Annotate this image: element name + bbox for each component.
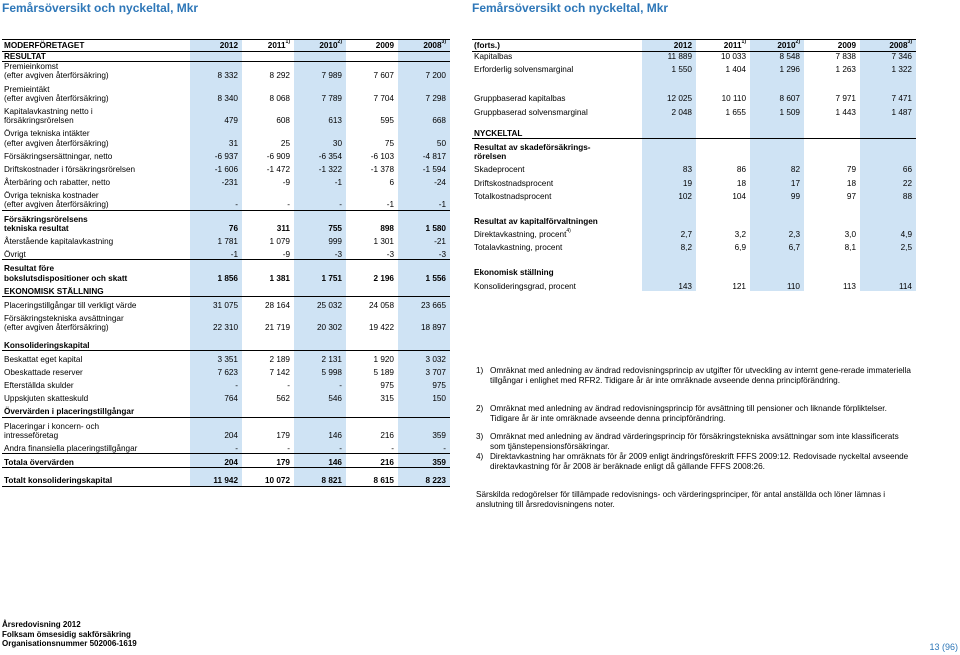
value-cell: 5 189: [373, 367, 394, 377]
row-label: Uppskjuten skatteskuld: [4, 394, 89, 404]
value-cell: -: [242, 191, 294, 210]
row-label: Erforderlig solvensmarginal: [474, 65, 574, 75]
value-cell: 110: [750, 282, 804, 291]
table-row: [2, 215, 450, 233]
value-cell: 99: [750, 192, 804, 201]
value-cell: 2 131: [294, 355, 346, 364]
value-cell: 24 058: [368, 300, 394, 310]
row-label: Efterställda skulder: [4, 381, 74, 391]
table-row: [2, 301, 450, 310]
document-footer: [2, 620, 137, 649]
page-title-right: Femårsöversikt och nyckeltal, Mkr: [472, 1, 669, 15]
table-row: [472, 192, 916, 201]
table-row: [472, 65, 916, 74]
page-number: 13 (96): [929, 642, 958, 652]
section-heading: RESULTAT: [2, 52, 190, 62]
value-cell: 10 033: [720, 52, 746, 61]
row-label: Övrigt: [2, 250, 190, 260]
value-cell: 30: [294, 129, 346, 147]
value-cell: [804, 217, 860, 226]
value-cell: 28 164: [264, 300, 290, 310]
value-cell: -4 817: [398, 152, 450, 161]
row-label: Konsolideringsgrad, procent: [474, 281, 576, 291]
value-cell: 3 351: [190, 355, 242, 364]
value-cell: 2 196: [373, 273, 394, 283]
row-label: Försäkringsersättningar, netto: [4, 151, 113, 161]
value-cell: 4,9: [860, 230, 916, 239]
table-row: [2, 381, 450, 390]
table-row: [472, 52, 916, 62]
value-cell: 6: [389, 178, 394, 188]
value-cell: -1: [294, 178, 346, 187]
value-cell: 2,7: [642, 230, 696, 239]
value-cell: 999: [294, 237, 346, 246]
table-row: [2, 129, 450, 147]
value-cell: [642, 217, 696, 226]
value-cell: 179: [242, 458, 294, 468]
footnote: 3) Omräknat med anledning av ändrad värderingsprincip för försäkringstekniska avsättningar som inte klassificerats som tjänstepensionsförsäkringar.: [476, 432, 899, 451]
table-row: [2, 107, 450, 125]
row-label: Försäkringsrörelsens tekniska resultat: [4, 214, 88, 233]
value-cell: 2 048: [642, 108, 696, 117]
value-cell: 10 110: [721, 94, 746, 104]
value-cell: 86: [736, 165, 746, 175]
value-cell: 1 550: [642, 65, 696, 74]
value-cell: 3 032: [398, 355, 450, 364]
value-cell: 25 032: [294, 301, 346, 310]
table-row: [2, 476, 450, 486]
value-cell: [860, 268, 916, 277]
row-label: Beskattat eget kapital: [4, 354, 83, 364]
value-cell: 1 381: [269, 273, 290, 283]
table-row: [472, 217, 916, 226]
value-cell: 359: [398, 458, 450, 468]
value-cell: 114: [860, 282, 916, 291]
table-row: [2, 368, 450, 377]
value-cell: 8 548: [750, 52, 804, 62]
value-cell: 315: [380, 394, 394, 404]
right-financial-table: [472, 39, 916, 291]
row-label: Totalkostnadsprocent: [474, 191, 552, 201]
value-cell: 11 942: [190, 476, 242, 486]
value-cell: 1 404: [725, 65, 746, 75]
row-label: Resultat av skadeförsäkrings- rörelsen: [474, 142, 591, 162]
value-cell: 1 556: [398, 264, 450, 282]
section-heading: NYCKELTAL: [472, 129, 642, 139]
value-cell: [696, 268, 750, 277]
table-row: [2, 444, 450, 454]
value-cell: 1 751: [294, 264, 346, 282]
year-header: 2012: [642, 40, 696, 52]
value-cell: 22: [860, 179, 916, 188]
value-cell: [642, 268, 696, 277]
value-cell: 66: [860, 165, 916, 174]
table-row: [2, 394, 450, 403]
value-cell: [750, 217, 804, 226]
value-cell: 18: [846, 178, 856, 188]
value-cell: -1: [190, 250, 242, 260]
value-cell: -1 606: [190, 165, 242, 174]
table-row: [472, 143, 916, 161]
section-heading: Konsolideringskapital: [2, 341, 190, 351]
value-cell: 7 200: [398, 62, 450, 81]
value-cell: 1 509: [750, 108, 804, 117]
value-cell: 179: [276, 430, 290, 440]
value-cell: 1 920: [373, 354, 394, 364]
principles-note: Särskilda redogörelser för tillämpade redovisnings- och värderingsprinciper, för antal anställda och löner lämnas i anslutning till årsredovisningens noter.: [476, 490, 886, 509]
table-row: [2, 165, 450, 174]
value-cell: 104: [732, 191, 746, 201]
value-cell: 8 068: [269, 93, 290, 103]
year-header: 2008$^{3)}$: [860, 40, 916, 52]
value-cell: 31: [190, 129, 242, 147]
value-cell: 7 607: [373, 71, 394, 81]
value-cell: -: [287, 381, 290, 391]
value-cell: [750, 268, 804, 277]
value-cell: 8 607: [750, 94, 804, 103]
value-cell: -1 594: [398, 165, 450, 174]
value-cell: 6,7: [750, 243, 804, 252]
value-cell: 10 072: [242, 476, 294, 486]
table-row: [2, 237, 450, 246]
year-header: 2010$^{2)}$: [750, 40, 804, 52]
footer-report-name: Årsredovisning 2012: [2, 620, 81, 629]
page-title-left: Femårsöversikt och nyckeltal, Mkr: [2, 1, 199, 15]
value-cell: 82: [750, 165, 804, 174]
value-cell: 479: [190, 107, 242, 125]
row-label: Driftskostnader i försäkringsrörelsen: [4, 164, 136, 174]
value-cell: 88: [860, 192, 916, 201]
value-cell: 7 346: [860, 52, 916, 62]
footer-org-number: Organisationsnummer 502006-1619: [2, 639, 137, 649]
value-cell: 898: [380, 223, 394, 233]
value-cell: -1: [398, 191, 450, 210]
value-cell: 204: [190, 422, 242, 440]
value-cell: -6 354: [294, 152, 346, 161]
value-cell: -1: [346, 191, 398, 210]
value-cell: 1 296: [750, 65, 804, 74]
value-cell: 150: [398, 394, 450, 403]
value-cell: 102: [642, 192, 696, 201]
value-cell: -3: [294, 250, 346, 260]
row-label: Återstående kapitalavkastning: [4, 237, 114, 246]
table-row: [2, 264, 450, 282]
value-cell: 121: [732, 281, 746, 291]
row-label: Totala övervärden: [2, 458, 190, 468]
value-cell: 18 897: [398, 314, 450, 332]
table-row: [472, 268, 916, 277]
value-cell: [860, 143, 916, 161]
section-heading-row: [472, 129, 916, 139]
value-cell: 2 189: [269, 354, 290, 364]
section-heading-row: [2, 287, 450, 297]
value-cell: 1 443: [835, 107, 856, 117]
row-label: Försäkringstekniska avsättningar (efter avgiven återförsäkring): [4, 314, 124, 333]
value-cell: 7 471: [860, 94, 916, 103]
value-cell: 3,2: [734, 230, 746, 240]
table-row: [2, 85, 450, 103]
value-cell: 204: [190, 458, 242, 468]
value-cell: -21: [398, 237, 450, 246]
value-cell: 5 998: [294, 368, 346, 377]
table-row: [472, 165, 916, 174]
value-cell: 1 079: [269, 237, 290, 246]
value-cell: 1 781: [190, 237, 242, 246]
value-cell: [750, 143, 804, 161]
value-cell: -6 909: [266, 151, 290, 161]
value-cell: 75: [384, 138, 394, 148]
section-heading: EKONOMISK STÄLLNING: [2, 287, 190, 297]
footer-company: Folksam ömsesidig sakförsäkring: [2, 629, 131, 639]
value-cell: 1 322: [860, 65, 916, 74]
table-row: [2, 314, 450, 332]
value-cell: 1 655: [725, 107, 746, 117]
value-cell: -: [294, 381, 346, 390]
value-cell: 22 310: [190, 314, 242, 332]
left-financial-table: [2, 39, 450, 487]
value-cell: 613: [294, 107, 346, 125]
value-cell: 143: [642, 282, 696, 291]
value-cell: -9: [242, 250, 294, 260]
value-cell: 6,9: [734, 243, 746, 253]
year-header: 2009: [346, 40, 398, 52]
row-label: Övriga tekniska intäkter (efter avgiven återförsäkring): [4, 129, 109, 148]
value-cell: -9: [282, 178, 290, 188]
value-cell: 1 263: [835, 65, 856, 75]
value-cell: -: [294, 191, 346, 210]
table-header-row: [472, 40, 916, 52]
value-cell: 7 704: [373, 93, 394, 103]
table-row: [2, 355, 450, 364]
value-cell: 146: [294, 422, 346, 440]
value-cell: 7 789: [294, 85, 346, 103]
value-cell: -24: [398, 178, 450, 187]
table-row: [2, 250, 450, 260]
value-cell: 975: [398, 381, 450, 390]
value-cell: 546: [294, 394, 346, 403]
value-cell: -: [398, 444, 450, 454]
table-heading: (forts.): [472, 40, 642, 52]
value-cell: 755: [294, 215, 346, 233]
value-cell: 311: [276, 223, 290, 233]
table-row: [472, 179, 916, 188]
value-cell: 79: [846, 165, 856, 175]
value-cell: 764: [190, 394, 242, 403]
value-cell: 17: [750, 179, 804, 188]
row-label: Totalavkastning, procent: [474, 243, 563, 253]
value-cell: [804, 268, 860, 277]
table-row: [472, 282, 916, 291]
value-cell: 7 838: [835, 52, 856, 61]
value-cell: 8 340: [190, 85, 242, 103]
value-cell: 7 142: [269, 367, 290, 377]
value-cell: 562: [276, 394, 290, 404]
value-cell: -: [294, 444, 346, 454]
value-cell: 8 332: [190, 62, 242, 81]
row-label: Gruppbaserad kapitalbas: [474, 94, 566, 104]
value-cell: 19 422: [368, 323, 394, 333]
row-label: Andra finansiella placeringstillgångar: [2, 444, 190, 454]
value-cell: 1 487: [860, 108, 916, 117]
row-label: Driftskostnadsprocent: [474, 178, 554, 188]
table-row: [2, 152, 450, 161]
value-cell: 975: [380, 381, 394, 391]
section-heading-row: [2, 341, 450, 351]
table-heading: MODERFÖRETAGET: [2, 40, 190, 52]
table-row: [472, 230, 916, 239]
row-label: Övriga tekniska kostnader (efter avgiven återförsäkring): [2, 191, 190, 210]
row-label: Obeskattade reserver: [4, 367, 83, 377]
row-label: Kapitalbas: [474, 52, 513, 61]
row-label: Återbäring och rabatter, netto: [4, 178, 111, 188]
value-cell: 359: [398, 422, 450, 440]
value-cell: 2,3: [750, 230, 804, 239]
value-cell: 76: [190, 215, 242, 233]
value-cell: 12 025: [642, 94, 696, 103]
value-cell: [860, 217, 916, 226]
row-label: Gruppbaserad solvensmarginal: [474, 107, 588, 117]
row-label: Kapitalavkastning netto i försäkringsrörelsen: [4, 106, 93, 126]
table-row: [2, 422, 450, 440]
value-cell: 7 971: [835, 94, 856, 104]
value-cell: -: [190, 381, 242, 390]
row-label: Premieinkomst (efter avgiven återförsäkring): [4, 62, 109, 81]
value-cell: 11 889: [642, 52, 696, 62]
value-cell: -3: [398, 250, 450, 260]
footnote: 4) Direktavkastning har omräknats för år 2009 enligt ändringsföreskrift FFFS 2009:12. Redovisade nyckeltal avseende direktavkastning för år 2008 är beräknade enligt då gällande FFFS 2008:26.: [476, 452, 909, 471]
value-cell: 21 719: [264, 323, 290, 333]
row-label: Ekonomisk ställning: [474, 268, 554, 278]
section-heading: Övervärden i placeringstillgångar: [2, 407, 190, 417]
value-cell: [642, 143, 696, 161]
value-cell: [804, 143, 860, 161]
value-cell: 608: [276, 116, 290, 126]
row-label: Placeringstillgångar till verkligt värde: [4, 300, 137, 310]
value-cell: -: [242, 444, 294, 454]
row-label: Resultat av kapitalförvaltningen: [474, 216, 598, 226]
value-cell: 2,5: [860, 243, 916, 252]
value-cell: 25: [280, 138, 290, 148]
year-header: 2012: [190, 40, 242, 52]
year-header: 2009: [804, 40, 860, 52]
value-cell: 83: [642, 165, 696, 174]
value-cell: 3,0: [844, 230, 856, 240]
value-cell: 7 623: [190, 368, 242, 377]
year-header: 2011$^{1)}$: [242, 40, 294, 52]
value-cell: 8,2: [642, 243, 696, 252]
footnote: 1) Omräknat med anledning av ändrad redovisningsprincip av utgifter för utveckling av internt gene-rerade immateriella tillgångar i enlighet med RFR2. Tidigare år är inte omräknade avseende denna principförändring.: [476, 366, 911, 385]
value-cell: 1 301: [373, 237, 394, 246]
row-label: Resultat före bokslutsdispositioner och skatt: [4, 264, 128, 283]
value-cell: 97: [846, 191, 856, 201]
table-row: [472, 108, 916, 117]
row-label: Placeringar i koncern- och intresseföretag: [4, 421, 100, 440]
row-label: Direktavkastning, procent$^{4)}$: [474, 228, 571, 240]
value-cell: 8 223: [398, 476, 450, 486]
row-label: Skadeprocent: [474, 165, 525, 175]
value-cell: 216: [380, 430, 394, 440]
table-row: [2, 458, 450, 468]
value-cell: -6 103: [370, 151, 394, 161]
section-heading-row: [2, 52, 450, 62]
value-cell: -1 378: [370, 164, 394, 174]
value-cell: -: [346, 444, 398, 454]
table-header-row: [2, 40, 450, 52]
value-cell: 113: [842, 281, 856, 291]
value-cell: -: [190, 444, 242, 454]
value-cell: 3 707: [398, 368, 450, 377]
value-cell: 7 989: [294, 62, 346, 81]
value-cell: 216: [346, 458, 398, 468]
value-cell: 23 665: [398, 301, 450, 310]
year-header: 2011$^{1)}$: [696, 40, 750, 52]
value-cell: 20 302: [294, 314, 346, 332]
value-cell: 31 075: [190, 301, 242, 310]
value-cell: 595: [380, 116, 394, 126]
table-row: [472, 94, 916, 103]
value-cell: -1 472: [266, 164, 290, 174]
value-cell: 8 615: [346, 476, 398, 486]
value-cell: -1 322: [294, 165, 346, 174]
value-cell: 8,1: [844, 243, 856, 253]
footnote: 2) Omräknat med anledning av ändrad redovisningsprincip för avsättning till pensioner och liknande förpliktelser. Tidigare år är inte omräknade avseende denna principförändring.: [476, 404, 887, 423]
value-cell: 8 292: [269, 71, 290, 81]
row-label: Totalt konsolideringskapital: [2, 476, 190, 486]
value-cell: 668: [398, 107, 450, 125]
value-cell: -3: [346, 250, 398, 260]
value-cell: 1 856: [190, 264, 242, 282]
table-row: [472, 243, 916, 252]
value-cell: 7 298: [398, 85, 450, 103]
value-cell: 18: [736, 178, 746, 188]
value-cell: 1 580: [398, 215, 450, 233]
value-cell: 146: [294, 458, 346, 468]
value-cell: 50: [398, 129, 450, 147]
value-cell: 8 821: [294, 476, 346, 486]
table-row: [2, 62, 450, 81]
value-cell: -6 937: [190, 152, 242, 161]
table-row: [2, 191, 450, 210]
row-label: Premieintäkt (efter avgiven återförsäkring): [4, 84, 109, 103]
value-cell: -231: [190, 178, 242, 187]
value-cell: [696, 217, 750, 226]
year-header: 2010$^{2)}$: [294, 40, 346, 52]
table-row: [2, 178, 450, 187]
value-cell: 19: [642, 179, 696, 188]
section-heading-row: [2, 407, 450, 417]
value-cell: -: [190, 191, 242, 210]
value-cell: [696, 143, 750, 161]
year-header: 2008$^{3)}$: [398, 40, 450, 52]
